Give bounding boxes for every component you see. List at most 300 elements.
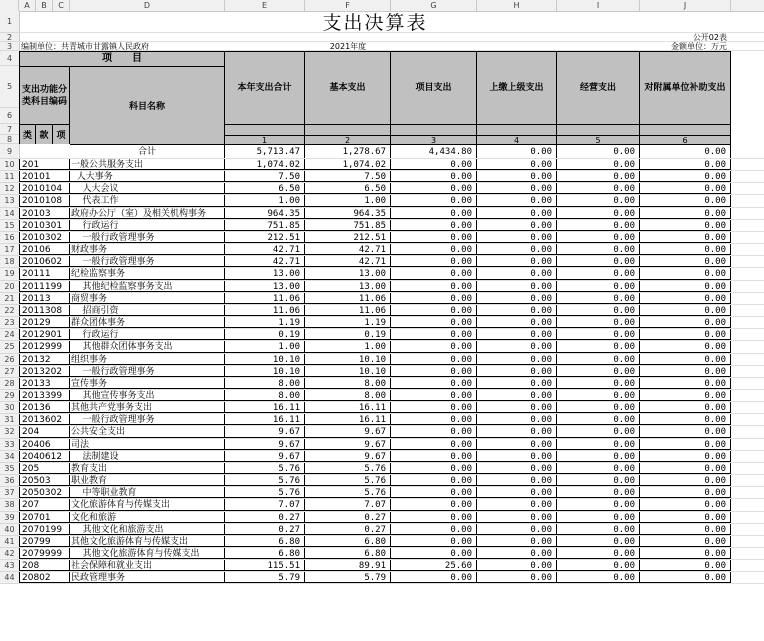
subject-code[interactable]: 2013399 [19,390,70,401]
amount-cell[interactable]: 5.76 [305,463,391,474]
amount-cell[interactable]: 0.00 [557,195,640,206]
row-header[interactable]: 28 [0,378,19,390]
subject-code[interactable]: 2010108 [19,195,70,206]
row-header[interactable]: 7 [0,124,19,135]
amount-cell[interactable]: 0.00 [640,487,731,498]
header-fill[interactable] [557,124,640,135]
amount-cell[interactable]: 0.00 [391,232,477,243]
header-col-number[interactable]: 4 [477,135,557,144]
amount-cell[interactable]: 0.00 [640,499,731,510]
amount-cell[interactable]: 0.00 [477,463,557,474]
amount-cell[interactable]: 0.00 [391,317,477,328]
amount-cell[interactable]: 0.19 [305,329,391,340]
amount-cell[interactable]: 10.10 [225,354,305,365]
subject-name[interactable]: 群众团体事务 [70,317,225,328]
amount-cell[interactable]: 0.00 [477,499,557,510]
subject-code[interactable]: 20106 [19,244,70,255]
amount-cell[interactable]: 0.00 [391,414,477,425]
subject-code[interactable]: 201 [19,159,70,170]
amount-cell[interactable]: 42.71 [225,244,305,255]
amount-cell[interactable]: 8.00 [305,390,391,401]
subject-name[interactable]: 其他宣传事务支出 [70,390,225,401]
amount-cell[interactable]: 0.00 [557,524,640,535]
row-header[interactable]: 19 [0,268,19,280]
amount-cell[interactable]: 0.00 [391,244,477,255]
header-kuan[interactable]: 款 [36,124,53,144]
row-header[interactable]: 26 [0,354,19,366]
amount-cell[interactable]: 0.00 [391,475,477,486]
row-header[interactable]: 29 [0,390,19,402]
amount-cell[interactable]: 13.00 [225,281,305,292]
total-value[interactable]: 0.00 [477,144,557,158]
column-header-h[interactable]: H [477,0,557,11]
amount-cell[interactable]: 89.91 [305,560,391,571]
header-fill[interactable] [640,124,731,135]
amount-cell[interactable]: 0.27 [305,512,391,523]
amount-cell[interactable]: 0.00 [640,414,731,425]
subject-code[interactable]: 20111 [19,268,70,279]
amount-cell[interactable]: 13.00 [225,268,305,279]
amount-cell[interactable]: 0.00 [477,548,557,559]
amount-cell[interactable]: 0.00 [557,463,640,474]
amount-cell[interactable]: 16.11 [305,414,391,425]
row-header[interactable]: 16 [0,232,19,244]
header-col-number[interactable]: 6 [640,135,731,144]
amount-cell[interactable]: 8.00 [225,378,305,389]
amount-cell[interactable]: 1.19 [305,317,391,328]
header-fill[interactable] [391,124,477,135]
subject-name[interactable]: 社会保障和就业支出 [70,560,225,571]
amount-cell[interactable]: 0.00 [557,244,640,255]
amount-cell[interactable]: 9.67 [305,451,391,462]
subject-code[interactable]: 2012999 [19,341,70,352]
amount-cell[interactable]: 0.00 [640,305,731,316]
amount-cell[interactable]: 0.00 [477,159,557,170]
subject-name[interactable]: 职业教育 [70,475,225,486]
amount-cell[interactable]: 0.00 [477,524,557,535]
amount-cell[interactable]: 0.00 [477,256,557,267]
row-header[interactable]: 3 [0,42,19,51]
amount-cell[interactable]: 0.00 [391,572,477,583]
amount-cell[interactable]: 0.00 [557,341,640,352]
amount-cell[interactable]: 0.00 [640,354,731,365]
subject-code[interactable]: 207 [19,499,70,510]
amount-cell[interactable]: 13.00 [305,281,391,292]
subject-code[interactable]: 2010302 [19,232,70,243]
amount-cell[interactable]: 11.06 [225,293,305,304]
subject-name[interactable]: 法制建设 [70,451,225,462]
amount-cell[interactable]: 212.51 [225,232,305,243]
amount-cell[interactable]: 0.00 [391,366,477,377]
amount-cell[interactable]: 42.71 [305,244,391,255]
subject-name[interactable]: 财政事务 [70,244,225,255]
amount-cell[interactable]: 0.00 [640,281,731,292]
amount-cell[interactable]: 1,074.02 [225,159,305,170]
amount-cell[interactable]: 42.71 [305,256,391,267]
amount-cell[interactable]: 751.85 [225,220,305,231]
amount-cell[interactable]: 0.00 [391,426,477,437]
amount-cell[interactable]: 7.50 [305,171,391,182]
row-header[interactable]: 43 [0,560,19,572]
amount-cell[interactable]: 0.00 [391,208,477,219]
subject-name[interactable]: 纪检监察事务 [70,268,225,279]
unit-label[interactable]: 编制单位：共青城市甘露镇人民政府 [21,42,149,50]
row-header[interactable]: 23 [0,317,19,329]
amount-cell[interactable]: 0.00 [391,159,477,170]
amount-cell[interactable]: 0.00 [477,232,557,243]
amount-cell[interactable]: 0.00 [477,378,557,389]
amount-cell[interactable]: 0.00 [391,293,477,304]
amount-cell[interactable]: 11.06 [305,305,391,316]
amount-cell[interactable]: 0.00 [640,548,731,559]
subject-name[interactable]: 其他纪检监察事务支出 [70,281,225,292]
total-value[interactable]: 0.00 [640,144,731,158]
subject-name[interactable]: 文化和旅游 [70,512,225,523]
amount-cell[interactable]: 0.00 [477,560,557,571]
row-header[interactable]: 37 [0,487,19,499]
header-subsidiary[interactable]: 对附属单位补助支出 [640,51,731,124]
header-func-code[interactable]: 支出功能分类科目编码 [19,66,70,124]
amount-cell[interactable]: 0.00 [391,171,477,182]
row-header[interactable]: 30 [0,402,19,414]
subject-name[interactable]: 一般行政管理事务 [70,414,225,425]
subject-code[interactable]: 20503 [19,475,70,486]
amount-cell[interactable]: 9.67 [305,426,391,437]
subject-code[interactable]: 2011308 [19,305,70,316]
column-header-j[interactable]: J [640,0,731,11]
total-value[interactable]: 5,713.47 [225,144,305,158]
amount-cell[interactable]: 0.00 [477,305,557,316]
subject-name[interactable]: 商贸事务 [70,293,225,304]
column-header-b[interactable]: B [36,0,53,11]
amount-unit[interactable]: 金额单位：万元 [671,42,727,50]
subject-name[interactable]: 招商引资 [70,305,225,316]
row-header[interactable]: 41 [0,536,19,548]
column-header-f[interactable]: F [305,0,391,11]
amount-cell[interactable]: 0.00 [391,402,477,413]
column-header-g[interactable]: G [391,0,477,11]
amount-cell[interactable]: 0.00 [640,329,731,340]
row-header[interactable]: 32 [0,426,19,438]
amount-cell[interactable]: 0.00 [640,572,731,583]
amount-cell[interactable]: 11.06 [305,293,391,304]
amount-cell[interactable]: 25.60 [391,560,477,571]
row-header[interactable]: 21 [0,293,19,305]
amount-cell[interactable]: 0.00 [640,426,731,437]
amount-cell[interactable]: 0.00 [640,463,731,474]
subject-code[interactable]: 20802 [19,572,70,583]
amount-cell[interactable]: 0.00 [477,317,557,328]
amount-cell[interactable]: 6.50 [305,183,391,194]
subject-name[interactable]: 教育支出 [70,463,225,474]
subject-name[interactable]: 其他文化和旅游支出 [70,524,225,535]
amount-cell[interactable]: 0.00 [477,487,557,498]
amount-cell[interactable]: 0.00 [477,512,557,523]
subject-name[interactable]: 中等职业教育 [70,487,225,498]
subject-code[interactable]: 20103 [19,208,70,219]
amount-cell[interactable]: 0.00 [640,232,731,243]
amount-cell[interactable]: 0.00 [640,451,731,462]
subject-name[interactable]: 其他群众团体事务支出 [70,341,225,352]
subject-code[interactable]: 2010602 [19,256,70,267]
amount-cell[interactable]: 0.00 [477,341,557,352]
subject-name[interactable]: 民政管理事务 [70,572,225,583]
amount-cell[interactable]: 0.00 [391,536,477,547]
row-header[interactable]: 8 [0,135,19,144]
subject-code[interactable]: 2013202 [19,366,70,377]
subject-name[interactable]: 其他文化旅游体育与传媒支出 [70,536,225,547]
amount-cell[interactable]: 1.00 [305,195,391,206]
amount-cell[interactable]: 0.00 [640,560,731,571]
amount-cell[interactable]: 0.00 [391,354,477,365]
row-header[interactable]: 10 [0,159,19,171]
subject-name[interactable]: 人大事务 [70,171,225,182]
amount-cell[interactable]: 0.00 [477,439,557,450]
amount-cell[interactable]: 0.00 [391,220,477,231]
amount-cell[interactable]: 0.00 [557,171,640,182]
column-header-c[interactable]: C [53,0,70,11]
amount-cell[interactable]: 0.00 [640,390,731,401]
subject-code[interactable]: 20406 [19,439,70,450]
amount-cell[interactable]: 0.00 [557,560,640,571]
amount-cell[interactable]: 0.00 [557,426,640,437]
subject-code[interactable]: 204 [19,426,70,437]
row-header[interactable]: 15 [0,220,19,232]
row-header[interactable]: 44 [0,572,19,584]
amount-cell[interactable]: 0.00 [557,305,640,316]
amount-cell[interactable]: 0.00 [557,293,640,304]
amount-cell[interactable]: 10.10 [225,366,305,377]
amount-cell[interactable]: 5.76 [225,475,305,486]
total-value[interactable]: 4,434.80 [391,144,477,158]
amount-cell[interactable]: 0.00 [640,524,731,535]
row-header[interactable]: 33 [0,439,19,451]
amount-cell[interactable]: 0.00 [640,171,731,182]
row-header[interactable]: 31 [0,414,19,426]
amount-cell[interactable]: 6.80 [225,548,305,559]
subject-name[interactable]: 一般行政管理事务 [70,366,225,377]
amount-cell[interactable]: 0.00 [557,208,640,219]
amount-cell[interactable]: 10.10 [305,354,391,365]
amount-cell[interactable]: 0.00 [640,183,731,194]
amount-cell[interactable]: 0.00 [557,487,640,498]
row-header[interactable]: 5 [0,66,19,108]
amount-cell[interactable]: 0.00 [557,232,640,243]
subject-code[interactable]: 2079999 [19,548,70,559]
amount-cell[interactable]: 8.00 [225,390,305,401]
amount-cell[interactable]: 7.50 [225,171,305,182]
row-header[interactable]: 34 [0,451,19,463]
amount-cell[interactable]: 0.00 [557,256,640,267]
row-header[interactable]: 13 [0,195,19,207]
header-fill[interactable] [477,124,557,135]
amount-cell[interactable]: 0.00 [557,512,640,523]
row-header[interactable]: 17 [0,244,19,256]
subject-name[interactable]: 宣传事务 [70,378,225,389]
subject-code[interactable]: 2070199 [19,524,70,535]
amount-cell[interactable]: 0.00 [640,159,731,170]
amount-cell[interactable]: 0.00 [391,341,477,352]
amount-cell[interactable]: 0.00 [557,390,640,401]
subject-code[interactable]: 208 [19,560,70,571]
row-header[interactable]: 14 [0,208,19,220]
subject-code[interactable]: 2010301 [19,220,70,231]
subject-code[interactable]: 2010104 [19,183,70,194]
amount-cell[interactable]: 0.00 [640,220,731,231]
amount-cell[interactable]: 9.67 [225,426,305,437]
row-header[interactable]: 25 [0,341,19,353]
select-all-corner[interactable] [0,0,19,11]
amount-cell[interactable]: 6.80 [225,536,305,547]
subject-name[interactable]: 行政运行 [70,329,225,340]
row-header[interactable]: 42 [0,548,19,560]
amount-cell[interactable]: 7.07 [305,499,391,510]
amount-cell[interactable]: 0.00 [391,499,477,510]
amount-cell[interactable]: 0.00 [640,293,731,304]
amount-cell[interactable]: 0.00 [640,402,731,413]
amount-cell[interactable]: 13.00 [305,268,391,279]
amount-cell[interactable]: 0.00 [477,208,557,219]
amount-cell[interactable]: 0.00 [391,195,477,206]
amount-cell[interactable]: 0.00 [477,195,557,206]
amount-cell[interactable]: 0.00 [640,378,731,389]
amount-cell[interactable]: 9.67 [305,439,391,450]
amount-cell[interactable]: 0.00 [477,329,557,340]
amount-cell[interactable]: 0.00 [557,536,640,547]
column-header-d[interactable]: D [70,0,225,11]
subject-code[interactable]: 20136 [19,402,70,413]
amount-cell[interactable]: 0.00 [477,572,557,583]
amount-cell[interactable]: 0.00 [640,256,731,267]
row-header[interactable]: 12 [0,183,19,195]
amount-cell[interactable]: 1.00 [225,341,305,352]
subject-name[interactable]: 组织事务 [70,354,225,365]
amount-cell[interactable]: 0.00 [391,281,477,292]
row-header[interactable]: 40 [0,524,19,536]
row-header[interactable]: 11 [0,171,19,183]
amount-cell[interactable]: 0.00 [557,548,640,559]
amount-cell[interactable]: 0.00 [477,402,557,413]
amount-cell[interactable]: 964.35 [305,208,391,219]
header-project[interactable]: 项目支出 [391,51,477,124]
amount-cell[interactable]: 0.00 [557,220,640,231]
row-header[interactable]: 4 [0,51,19,66]
header-basic[interactable]: 基本支出 [305,51,391,124]
amount-cell[interactable]: 0.00 [557,378,640,389]
amount-cell[interactable]: 0.00 [477,426,557,437]
amount-cell[interactable]: 0.00 [557,451,640,462]
amount-cell[interactable]: 0.00 [477,183,557,194]
form-number[interactable]: 公开02表 [692,33,727,41]
amount-cell[interactable]: 0.00 [557,329,640,340]
amount-cell[interactable]: 0.00 [640,317,731,328]
subject-name[interactable]: 代表工作 [70,195,225,206]
amount-cell[interactable]: 0.00 [557,281,640,292]
amount-cell[interactable]: 0.00 [640,208,731,219]
amount-cell[interactable]: 0.00 [391,512,477,523]
amount-cell[interactable]: 0.00 [391,439,477,450]
row-header[interactable]: 39 [0,512,19,524]
row-header[interactable]: 20 [0,281,19,293]
amount-cell[interactable]: 0.00 [391,256,477,267]
subject-name[interactable]: 人大会议 [70,183,225,194]
amount-cell[interactable]: 964.35 [225,208,305,219]
amount-cell[interactable]: 6.80 [305,536,391,547]
amount-cell[interactable]: 5.79 [305,572,391,583]
header-col-number[interactable]: 1 [225,135,305,144]
header-fill[interactable] [225,124,305,135]
amount-cell[interactable]: 10.10 [305,366,391,377]
subject-code[interactable]: 2050302 [19,487,70,498]
row-header[interactable]: 18 [0,256,19,268]
row-header[interactable]: 24 [0,329,19,341]
amount-cell[interactable]: 0.00 [557,366,640,377]
row-header[interactable]: 35 [0,463,19,475]
amount-cell[interactable]: 6.50 [225,183,305,194]
amount-cell[interactable]: 6.80 [305,548,391,559]
amount-cell[interactable]: 0.00 [640,536,731,547]
amount-cell[interactable]: 0.00 [557,402,640,413]
amount-cell[interactable]: 0.00 [477,354,557,365]
subject-code[interactable]: 20701 [19,512,70,523]
column-header-a[interactable]: A [19,0,36,11]
amount-cell[interactable]: 0.27 [305,524,391,535]
subject-name[interactable]: 司法 [70,439,225,450]
amount-cell[interactable]: 0.00 [640,244,731,255]
total-value[interactable]: 0.00 [557,144,640,158]
subject-name[interactable]: 政府办公厅（室）及相关机构事务 [70,208,225,219]
amount-cell[interactable]: 0.00 [477,414,557,425]
amount-cell[interactable]: 0.00 [557,268,640,279]
amount-cell[interactable]: 0.00 [557,414,640,425]
amount-cell[interactable]: 0.00 [557,572,640,583]
header-subject-name[interactable]: 科目名称 [70,66,225,144]
header-col-number[interactable]: 2 [305,135,391,144]
amount-cell[interactable]: 0.00 [640,439,731,450]
amount-cell[interactable]: 0.00 [640,195,731,206]
amount-cell[interactable]: 1.00 [225,195,305,206]
subject-name[interactable]: 一般行政管理事务 [70,232,225,243]
amount-cell[interactable]: 0.00 [477,536,557,547]
subject-name[interactable]: 公共安全支出 [70,426,225,437]
subject-code[interactable]: 20101 [19,171,70,182]
subject-name[interactable]: 行政运行 [70,220,225,231]
row-header[interactable]: 6 [0,108,19,124]
amount-cell[interactable]: 0.00 [557,499,640,510]
amount-cell[interactable]: 7.07 [225,499,305,510]
total-label[interactable]: 合计 [70,144,225,158]
column-header-e[interactable]: E [225,0,305,11]
amount-cell[interactable]: 5.76 [225,487,305,498]
amount-cell[interactable]: 0.00 [640,475,731,486]
amount-cell[interactable]: 0.00 [391,524,477,535]
amount-cell[interactable]: 0.00 [557,475,640,486]
amount-cell[interactable]: 0.00 [477,390,557,401]
amount-cell[interactable]: 0.27 [225,512,305,523]
amount-cell[interactable]: 16.11 [305,402,391,413]
amount-cell[interactable]: 1.19 [225,317,305,328]
row-header[interactable]: 22 [0,305,19,317]
amount-cell[interactable]: 16.11 [225,402,305,413]
amount-cell[interactable]: 0.00 [557,439,640,450]
amount-cell[interactable]: 0.00 [391,390,477,401]
row-header[interactable]: 1 [0,11,19,33]
subject-code[interactable]: 20133 [19,378,70,389]
amount-cell[interactable]: 0.00 [477,451,557,462]
header-lei[interactable]: 类 [19,124,36,144]
subject-code[interactable]: 20113 [19,293,70,304]
header-item[interactable]: 项 目 [19,51,225,66]
